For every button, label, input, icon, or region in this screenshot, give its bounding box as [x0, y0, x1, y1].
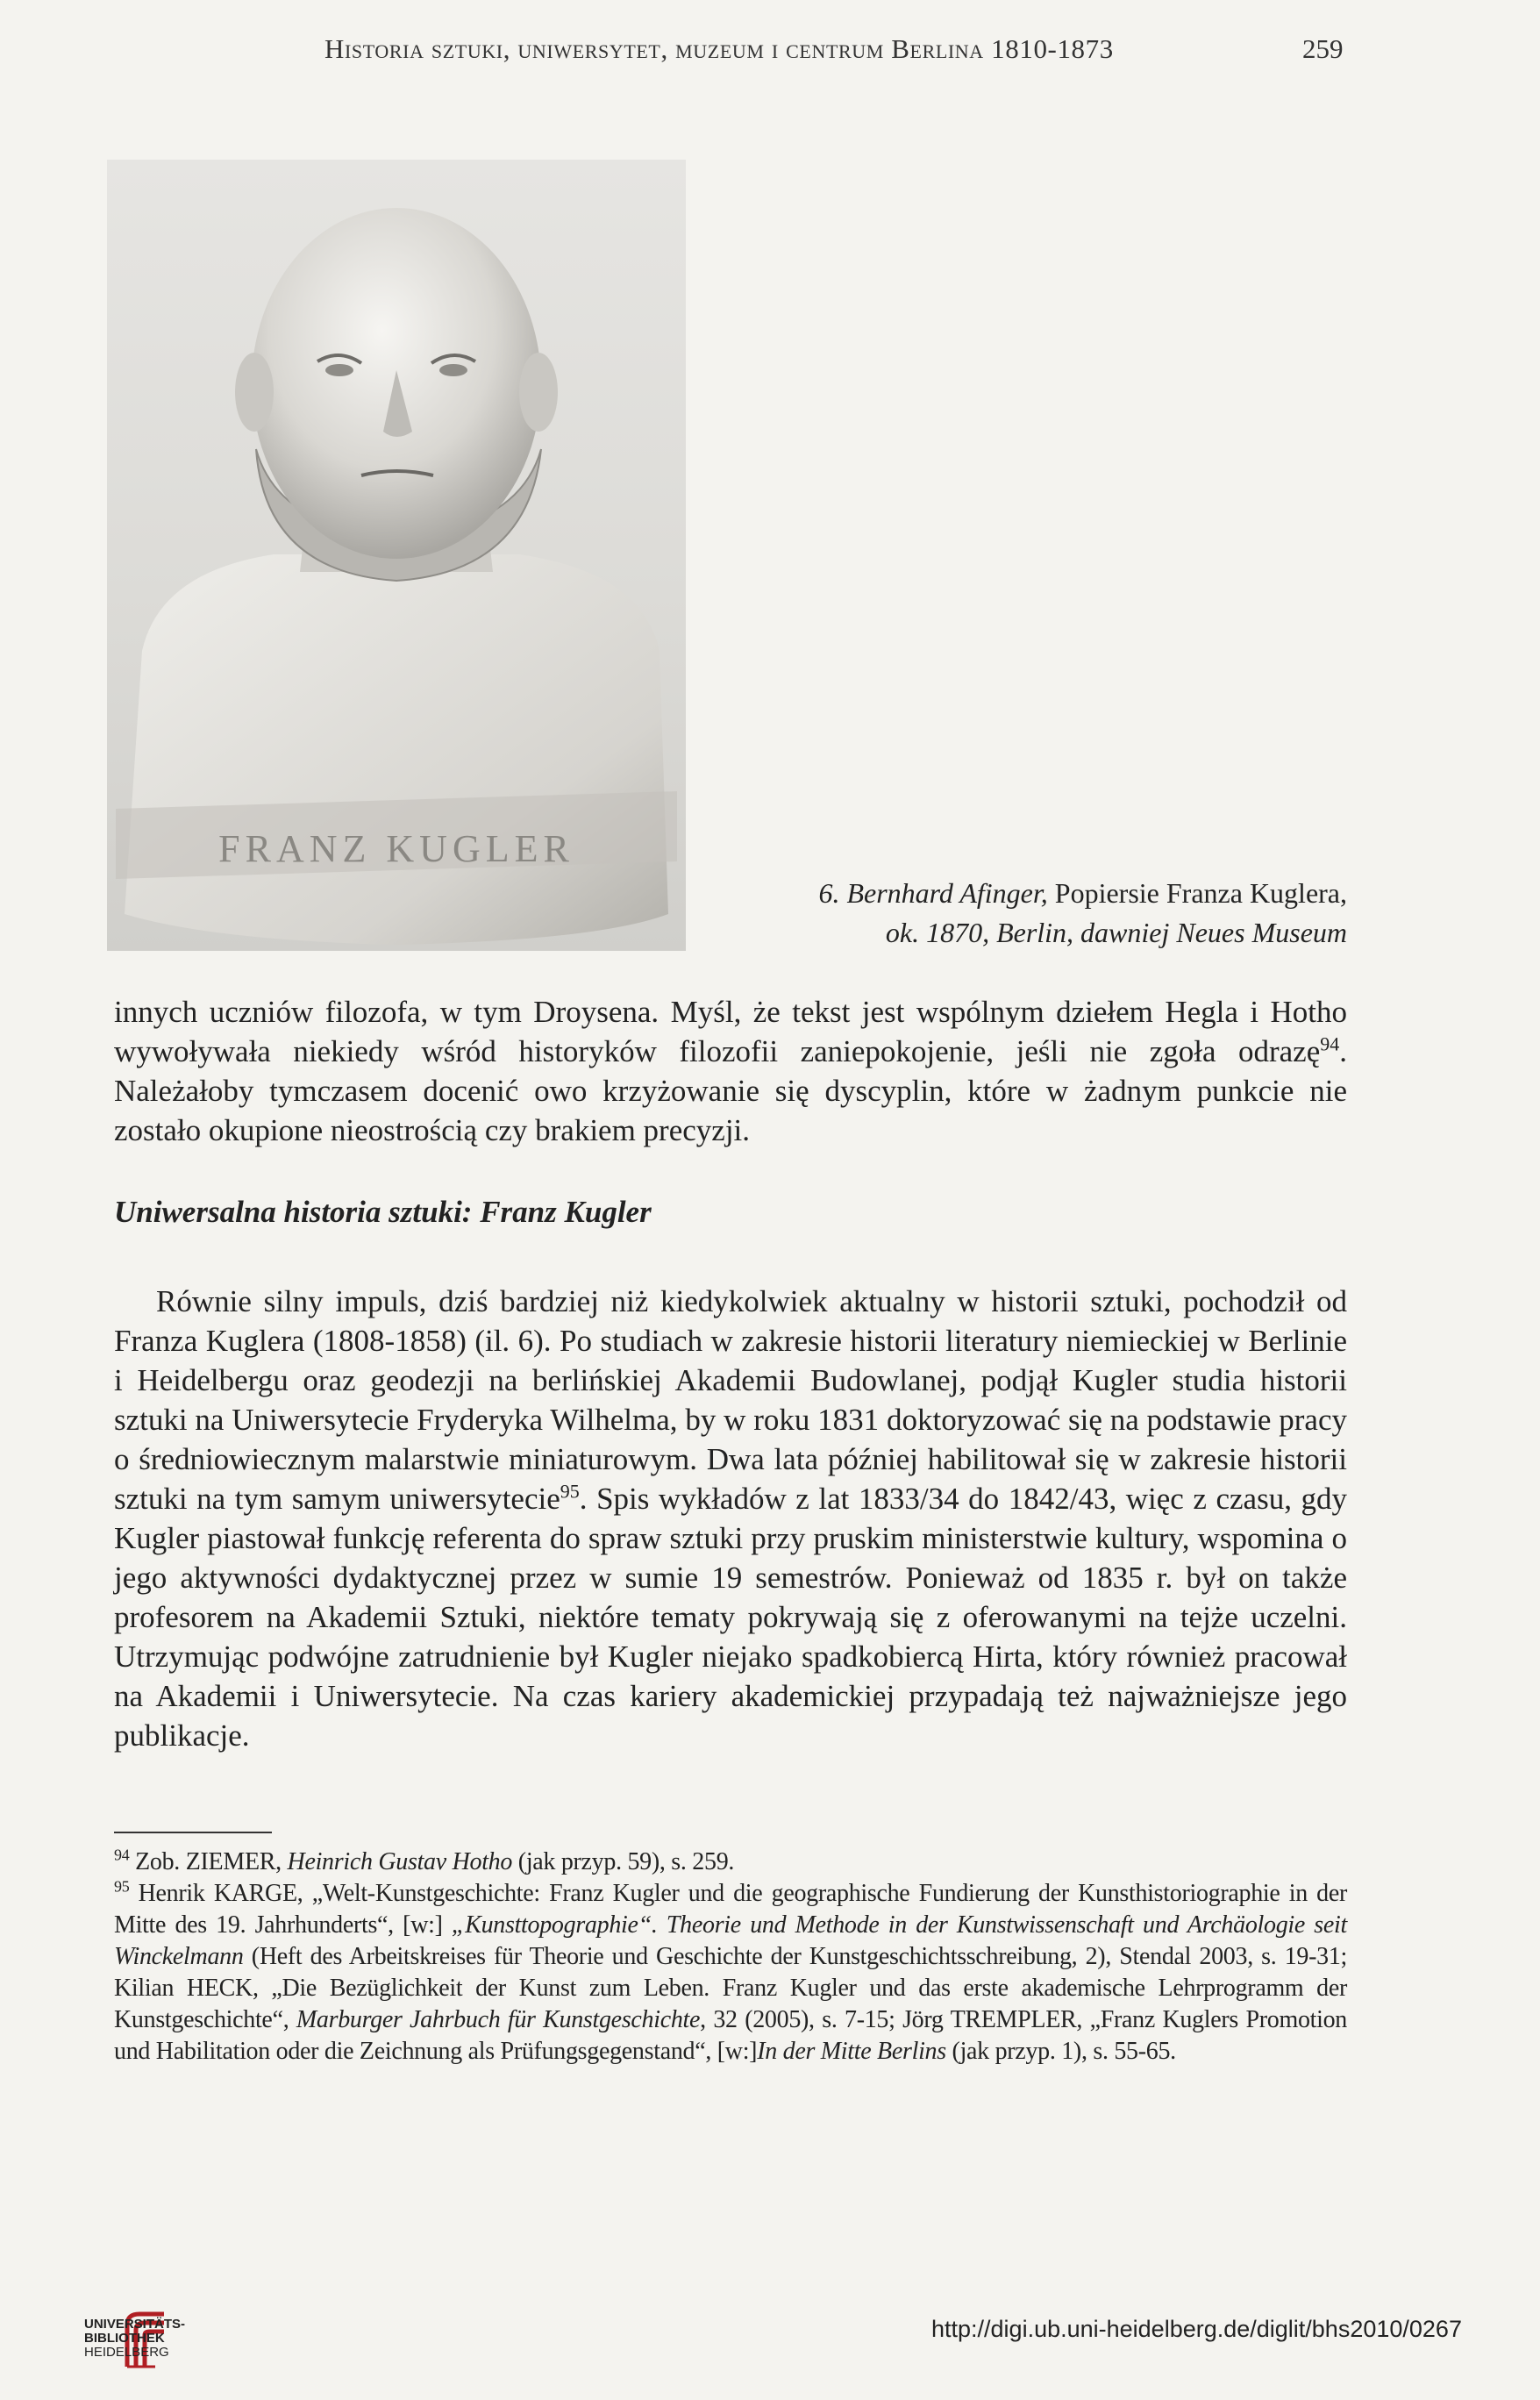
footnote-94-text-b: (jak przyp. 59), s. 259. [512, 1848, 735, 1875]
paragraph-2-text-a: Równie silny impuls, dziś bardziej niż kiedykolwiek aktualny w historii sztuki, pochodził od Franza Kuglera (1808-1858) (il. 6). Po studiach w zakresie historii literatury niemieckiej w Berlinie i Heidelbergu oraz geodezji na berlińskiej Akademii Budowlanej, podjął Kugler studia historii sztuki na Uniwersytecie Fryderyka Wilhelma, by w roku 1831 doktoryzować się na podstawie pracy o średniowiecznym malarstwie miniaturowym. Dwa lata później habilitował się w zakresie historii sztuki na tym samym uniwersytecie [114, 1284, 1347, 1516]
footnote-95-title-3: In der Mitte Berlins [757, 2038, 946, 2065]
figure-caption [675, 874, 1347, 953]
footnote-95-number: 95 [114, 1877, 130, 1896]
library-name-line-1: UNIVERSITÄTS- [84, 2317, 186, 2332]
paragraph-1-text-b: . Należałoby tymczasem docenić owo krzyżowanie się dyscyplin, które w żadnym punkcie nie zostało okupione nieostrością czy brakiem precyzji. [114, 1034, 1347, 1147]
source-url-link[interactable]: http://digi.ub.uni-heidelberg.de/diglit/bhs2010/0267 [931, 2316, 1462, 2342]
bust-illustration [107, 160, 686, 951]
paragraph-1-text-a: innych uczniów filozofa, w tym Droysena. Myśl, że tekst jest wspólnym dziełem Hegla i Hotho wywoływała niekiedy wśród historyków filozofii zaniepokojenie, jeśli nie zgoła odrazę [114, 995, 1347, 1068]
footnote-divider [114, 1832, 272, 1833]
footnote-95-text-b: (Heft des Arbeitskreises für Theorie und Geschichte der Kunstgeschichtsschreibung, 2), Stendal 2003, s. 19-31; Kilian HECK, „Die Bezüglichkeit der Kunst zum Leben. Franz Kugler und das erste akademische Lehrprogramm der Kunstgeschichte“, [114, 1943, 1347, 2033]
library-name-line-2: BIBLIOTHEK [84, 2331, 165, 2346]
footnote-95-title-1: „Kunsttopographie“. Theorie und Methode in der Kunstwissenschaft und Archäologie seit Winckelmann [114, 1911, 1347, 1970]
running-header [0, 33, 1540, 68]
footnote-95-text-d: (jak przyp. 1), s. 55-65. [945, 2038, 1176, 2065]
caption-title: Popiersie Franza Kuglera, [1047, 877, 1347, 909]
footnote-94-number: 94 [114, 1846, 130, 1864]
footnote-95-text-c: , 32 (2005), s. 7-15; Jörg TREMPLER, „Franz Kuglers Promotion und Habilitation oder die Zeichnung als Prüfungsgegenstand“, [w:] [114, 2006, 1347, 2065]
paragraph-2-text-b: . Spis wykładów z lat 1833/34 do 1842/43, więc z czasu, gdy Kugler piastował funkcję referenta do spraw sztuki przy pruskim ministerstwie kultury, wspomina o jego aktywności dydaktycznej przez w sumie 19 semestrów. Ponieważ od 1835 r. był on także profesorem na Akademii Sztuki, niektóre tematy pokrywają się z oferowanymi na tejże uczelni. Utrzymując podwójne zatrudnienie był Kugler niejako spadkobiercą Hirta, który również pracował na Akademii i Uniwersytecie. Na czas kariery akademickiej przypadają też najważniejsze jego publikacje. [114, 1482, 1347, 1753]
section-heading: Uniwersalna historia sztuki: Franz Kugler [114, 1195, 652, 1229]
footnote-94-text-a: Zob. ZIEMER, [129, 1848, 288, 1875]
footnote-94-title: Heinrich Gustav Hotho [287, 1848, 513, 1875]
caption-author: 6. Bernhard Afinger, [818, 877, 1048, 909]
library-name [84, 2318, 185, 2360]
paragraph-2 [114, 1282, 1347, 1755]
paragraph-1 [114, 992, 1347, 1150]
footnote-ref-95[interactable]: 95 [560, 1480, 580, 1503]
footnote-ref-94[interactable]: 94 [1320, 1032, 1340, 1055]
page-number: 259 [1302, 33, 1344, 64]
footnotes [114, 1846, 1347, 2068]
footnote-94 [114, 1846, 1347, 1878]
footnote-95-text-a: Henrik KARGE, „Welt-Kunstgeschichte: Franz Kugler und die geographische Fundierung der Kunsthistoriographie in der Mitte des 19. Jahrhunderts“, [w:] [114, 1880, 1347, 1939]
bust-inscription: FRANZ KUGLER [218, 827, 574, 870]
library-name-line-3: HEIDELBERG [84, 2345, 169, 2360]
bust-photograph [107, 160, 686, 951]
caption-detail: ok. 1870, Berlin, dawniej Neues Museum [885, 917, 1347, 948]
footnote-95 [114, 1878, 1347, 2068]
running-head-title: Historia sztuki, uniwersytet, muzeum i centrum Berlina 1810-1873 [324, 33, 1114, 64]
footnote-95-title-2: Marburger Jahrbuch für Kunstgeschichte [296, 2006, 701, 2033]
